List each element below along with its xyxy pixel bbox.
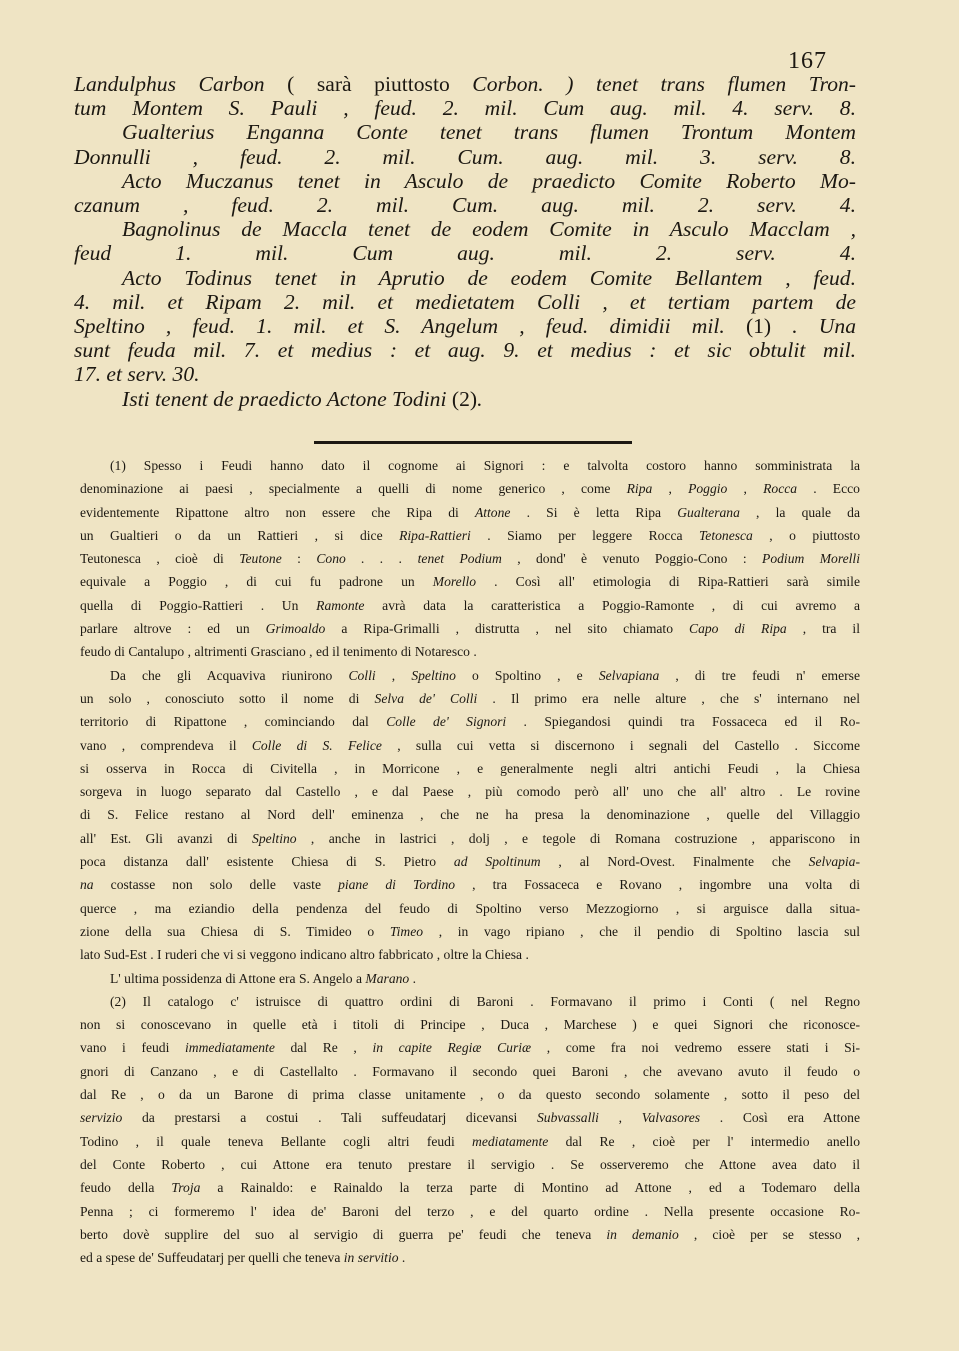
footnote-line: quella di Poggio-Rattieri . Un Ramonte avrà data la caratteristica a Poggio-Ramonte , di cui avremo a <box>80 597 860 613</box>
main-text-segment: 4. mil. et Ripam 2. mil. et medietatem Colli , et tertiam partem de <box>74 289 856 314</box>
main-text-line <box>74 290 856 314</box>
main-text <box>74 72 856 411</box>
main-text-segment: Acto Todinus tenet in Aprutio de eodem Comite Bellantem , feud. <box>122 265 856 290</box>
main-text-line <box>74 145 856 169</box>
main-text-segment: Isti tenent de praedicto Actone Todini <box>122 386 452 411</box>
main-text-segment: Bagnolinus de Maccla tenet de eodem Comite in Asculo Macclam , <box>122 217 856 242</box>
footnote-line: parlare altrove : ed un Grimoaldo a Ripa-Grimalli , distrutta , nel sito chiamato Capo di Ripa , tra il <box>80 621 860 637</box>
footnote-line: sorgeva in luogo separato dal Castello , e dal Paese , più comodo però all' uno che all' altro . Le rovine <box>80 784 860 800</box>
main-text-segment: feud 1. mil. Cum aug. mil. 2. serv. 4. <box>74 241 856 266</box>
footnote-line: (1) Spesso i Feudi hanno dato il cognome ai Signori : e talvolta costoro hanno somministrata la <box>110 458 860 473</box>
main-text-segment: Corbon. ) tenet trans flumen Tron- <box>472 72 856 96</box>
footnote-line: del Conte Roberto , cui Attone era tenuto prestare il servigio . Se osserveremo che Attone avea dato il <box>80 1156 860 1172</box>
main-text-segment: Acto Muczanus tenet in Asculo de praedicto Comite Roberto Mo- <box>122 168 856 193</box>
main-text-line <box>74 362 856 386</box>
footnote-line: denominazione ai paesi , specialmente a quelli di nome generico , come Ripa , Poggio , Rocca . Ecco <box>80 481 860 497</box>
main-text-line <box>74 72 856 96</box>
main-text-segment: Donnulli , feud. 2. mil. Cum. aug. mil. 3. serv. 8. <box>74 144 856 169</box>
page-number: 167 <box>788 48 827 74</box>
main-text-line <box>74 314 856 338</box>
footnote-marker: (1) <box>745 314 772 339</box>
footnote-divider <box>314 441 632 444</box>
footnote-line: zione della sua Chiesa di S. Timideo o Timeo , in vago ripiano , che il pendio di Spoltino lascia sul <box>80 923 860 939</box>
footnote-line: un Gualtieri o da un Rattieri , si dice Ripa-Rattieri . Siamo per leggere Rocca Tetonesca , o piuttosto <box>80 527 860 543</box>
footnote-line: non si conoscevano in quelle età i titoli di Principe , Duca , Marchese ) e quei Signori che riconosce- <box>80 1017 860 1033</box>
footnote-line: si osserva in Rocca di Civitella , in Morricone , e generalmente negli altri antichi Feudi , la Chiesa <box>80 760 860 776</box>
footnotes <box>80 454 860 1269</box>
main-text-segment: Landulphus Carbon <box>74 72 288 96</box>
editorial-remark: ( sarà piuttosto <box>287 72 473 96</box>
footnote-line: all' Est. Gli avanzi di Speltino , anche in lastrici , dolj , e tegole di Romana costruzione , appariscono in <box>80 830 860 846</box>
footnote-line: di S. Felice restano al Nord dell' eminenza , che ne ha presa la denominazione , quelle del Villaggio <box>80 807 860 823</box>
footnote-line: (2) Il catalogo c' istruisce di quattro ordini di Baroni . Formavano il primo i Conti ( nel Regno <box>110 993 860 1009</box>
footnote-line: territorio di Ripattone , cominciando dal Colle de' Signori . Spiegandosi quindi tra Fossaceca ed il Ro- <box>80 714 860 730</box>
main-text-segment: Speltino , feud. 1. mil. et S. Angelum , feud. dimidii mil. <box>74 314 746 339</box>
footnote-line: feudo di Cantalupo , altrimenti Grasciano , ed il tenimento di Notaresco . <box>80 644 477 660</box>
main-text-segment: Gualterius Enganna Conte tenet trans flumen Trontum Montem <box>122 120 856 145</box>
footnote-line: Da che gli Acquaviva riunirono Colli , Speltino o Spoltino , e Selvapiana , di tre feudi n' emerse <box>110 667 861 683</box>
footnote-line: un solo , conosciuto sotto il nome di Selva de' Colli . Il primo era nelle alture , che s' internano nel <box>80 690 860 706</box>
main-text-segment: . Una <box>771 314 856 339</box>
main-text-segment: . <box>477 386 483 411</box>
footnote-line: berto dovè supplire del suo al servigio di guerra pe' feudi che teneva in demanio , cioè per se stesso , <box>80 1226 860 1242</box>
main-text-segment: sunt feuda mil. 7. et medius : et aug. 9. et medius : et sic obtulit mil. <box>74 338 856 363</box>
main-text-segment: czanum , feud. 2. mil. Cum. aug. mil. 2. serv. 4. <box>74 193 856 218</box>
footnote-line: dal Re , o da un Barone di prima classe unitamente , o da questo secondo solamente , sotto il peso del <box>80 1087 860 1103</box>
footnote-line: na costasse non solo delle vaste piane di Tordino , tra Fossaceca e Rovano , ingombre una volta di <box>80 877 860 893</box>
footnote-line: evidentemente Ripattone altro non essere che Ripa di Attone . Si è letta Ripa Gualterana , la quale da <box>80 504 860 520</box>
footnote-line: lato Sud-Est . I ruderi che vi si veggono indicano altro fabbricato , oltre la Chiesa . <box>80 947 529 963</box>
footnote-line: Teutonesca , cioè di Teutone : Cono . . . tenet Podium , dond' è venuto Poggio-Cono : Podium Morelli <box>80 551 860 567</box>
footnote-line: servizio da prestarsi a costui . Tali suffeudatarj dicevansi Subvassalli , Valvasores . Così era Attone <box>80 1110 861 1126</box>
main-text-segment: tum Montem S. Pauli , feud. 2. mil. Cum aug. mil. 4. serv. 8. <box>74 96 856 121</box>
main-text-line <box>74 266 856 290</box>
main-text-segment: 17. et serv. 30. <box>74 362 200 387</box>
footnote-line: ed a spese de' Suffeudatarj per quelli che teneva in servitio . <box>80 1250 406 1266</box>
main-text-line <box>74 193 856 217</box>
footnote-line: poca distanza dall' esistente Chiesa di S. Pietro ad Spoltinum , al Nord-Ovest. Finalmente che Selvapia- <box>80 854 861 870</box>
footnote-line: gnori di Canzano , e di Castellalto . Formavano il secondo quei Baroni , che avevano avuto il feudo o <box>80 1063 860 1079</box>
main-text-line <box>74 241 856 265</box>
main-text-line <box>74 217 856 241</box>
footnote-line: vano i feudi immediatamente dal Re , in capite Regiæ Curiæ , come fra noi vedremo essere stati i Si- <box>80 1040 861 1056</box>
main-text-line <box>74 338 856 362</box>
footnote-line: feudo della Troja a Rainaldo: e Rainaldo la terza parte di Montino ad Attone , ed a Todemaro della <box>80 1180 860 1196</box>
footnote-line: Penna ; ci formeremo l' idea de' Baroni del terzo , e del quarto ordine . Nella presente occasione Ro- <box>80 1203 860 1219</box>
main-text-line <box>74 120 856 144</box>
footnote-line: vano , comprendeva il Colle di S. Felice , sulla cui vetta si discernono i segnali del Castello . Siccome <box>80 737 860 753</box>
main-text-line <box>74 387 856 411</box>
main-text-line <box>74 96 856 120</box>
main-text-line <box>74 169 856 193</box>
footnote-line: L' ultima possidenza di Attone era S. Angelo a Marano . <box>110 970 417 986</box>
footnote-line: equivale a Poggio , di cui fu padrone un Morello . Così all' etimologia di Ripa-Rattieri sarà simile <box>80 574 860 590</box>
footnote-marker: (2) <box>451 386 478 411</box>
footnote-line: Todino , il quale teneva Bellante cogli altri feudi mediatamente dal Re , cioè per l' intermedio anello <box>80 1133 860 1149</box>
footnote-line: querce , ma eziandio della pendenza del feudo di Spoltino verso Mezzogiorno , si arguisce dalla situa- <box>80 900 860 916</box>
